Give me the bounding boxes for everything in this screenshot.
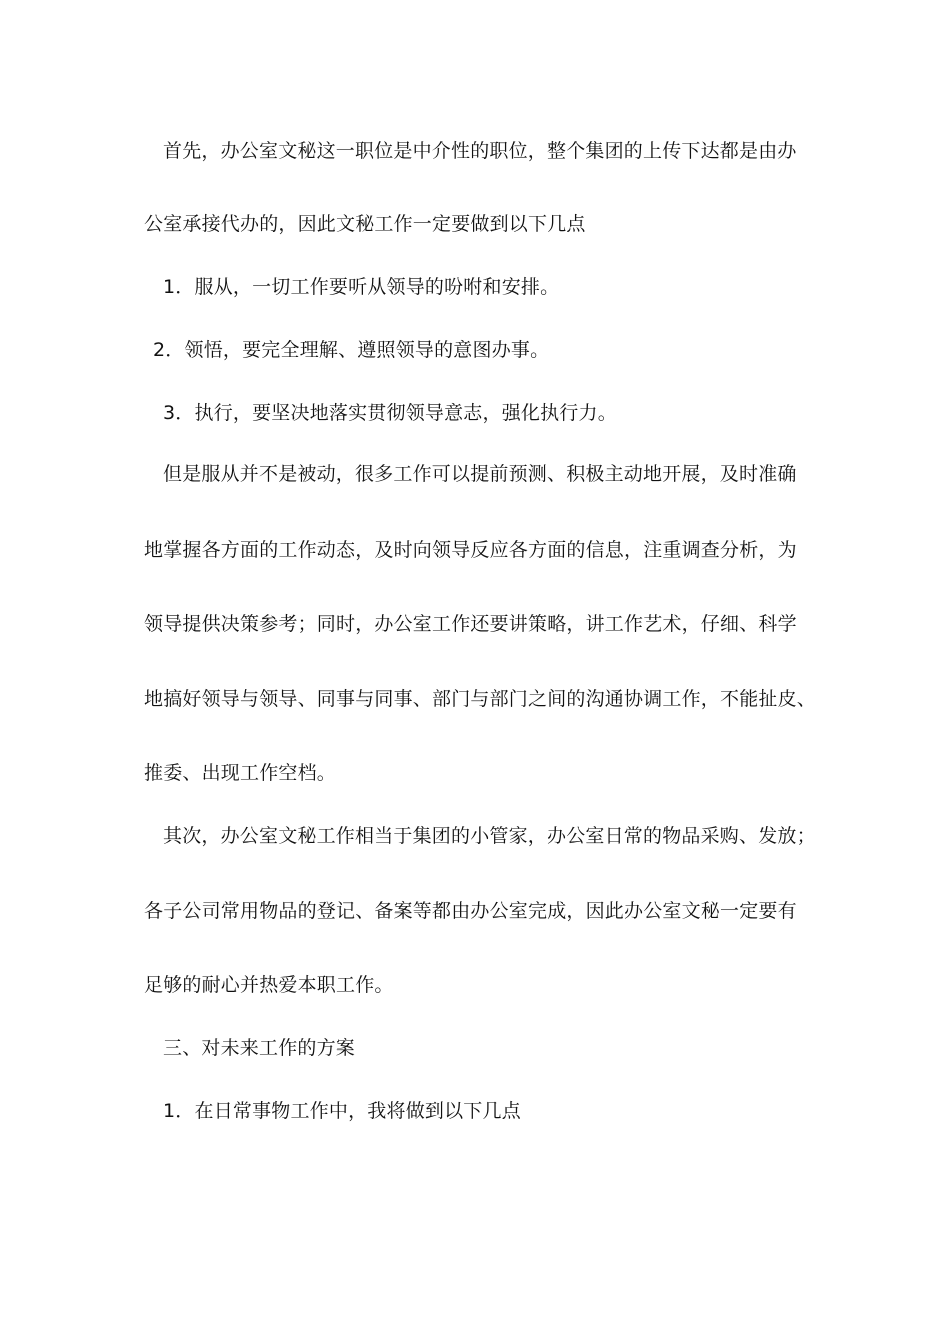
- list-item-3: 3．执行，要坚决地落实贯彻领导意志，强化执行力。: [163, 402, 617, 424]
- paragraph-3-line-1: 其次，办公室文秘工作相当于集团的小管家，办公室日常的物品采购、发放；: [163, 825, 816, 847]
- list-2-item-1: 1．在日常事物工作中，我将做到以下几点: [163, 1100, 521, 1122]
- paragraph-2-line-3: 领导提供决策参考；同时，办公室工作还要讲策略，讲工作艺术，仔细、科学: [144, 613, 797, 635]
- paragraph-2-line-2: 地掌握各方面的工作动态，及时向领导反应各方面的信息，注重调查分析，为: [144, 539, 797, 561]
- list-item-1: 1．服从，一切工作要听从领导的吩咐和安排。: [163, 276, 560, 298]
- paragraph-1-line-2: 公室承接代办的，因此文秘工作一定要做到以下几点: [144, 213, 586, 235]
- section-heading: 三、对未来工作的方案: [163, 1037, 356, 1059]
- paragraph-2-line-4: 地搞好领导与领导、同事与同事、部门与部门之间的沟通协调工作，不能扯皮、: [144, 688, 817, 710]
- paragraph-2-line-5: 推委、出现工作空档。: [144, 762, 337, 784]
- paragraph-1-line-1: 首先，办公室文秘这一职位是中介性的职位，整个集团的上传下达都是由办: [163, 140, 797, 162]
- paragraph-2-line-1: 但是服从并不是被动，很多工作可以提前预测、积极主动地开展，及时准确: [163, 463, 797, 485]
- paragraph-3-line-3: 足够的耐心并热爱本职工作。: [144, 974, 394, 996]
- list-item-2: 2．领悟，要完全理解、遵照领导的意图办事。: [153, 339, 550, 361]
- paragraph-3-line-2: 各子公司常用物品的登记、备案等都由办公室完成，因此办公室文秘一定要有: [144, 900, 797, 922]
